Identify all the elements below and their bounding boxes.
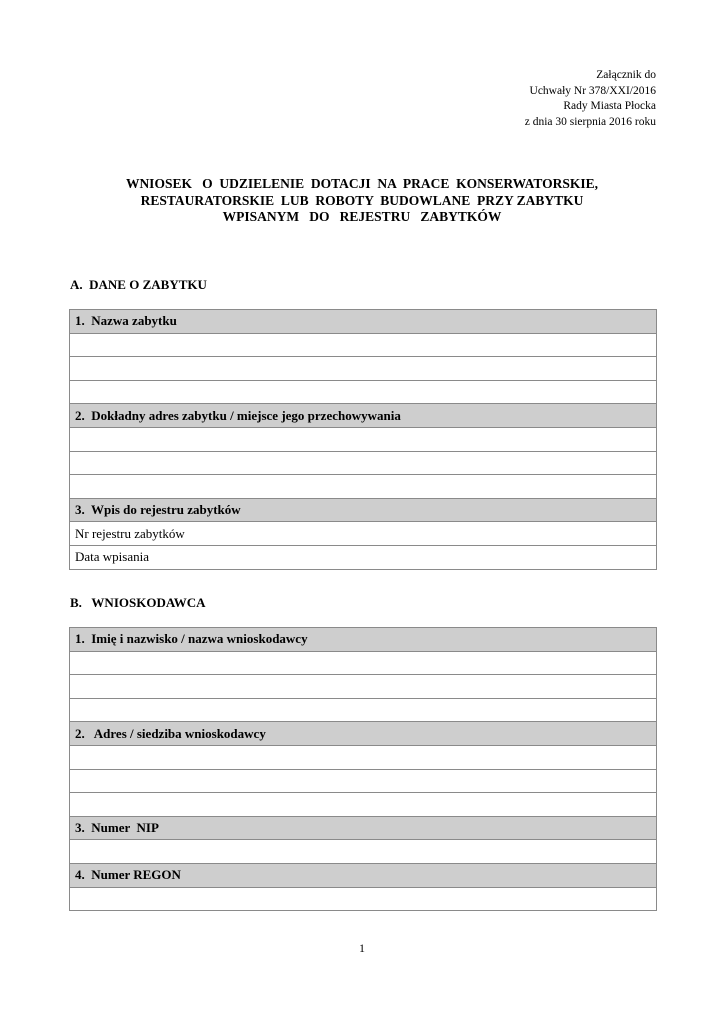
applicant-address-field[interactable]: [70, 793, 657, 817]
attachment-note: [525, 68, 656, 130]
attachment-line-3: Rady Miasta Płocka: [563, 100, 656, 112]
attachment-line-1: Załącznik do: [596, 69, 656, 81]
register-date-field[interactable]: Data wpisania: [70, 545, 657, 569]
regon-field[interactable]: [70, 887, 657, 911]
regon-header: 4. Numer REGON: [70, 863, 657, 887]
nip-header: 3. Numer NIP: [70, 816, 657, 840]
applicant-name-field[interactable]: [70, 675, 657, 699]
monument-data-table: [69, 309, 657, 570]
register-entry-header: 3. Wpis do rejestru zabytków: [70, 498, 657, 522]
page-number: 1: [359, 941, 365, 955]
section-b-heading: B. WNIOSKODAWCA: [70, 595, 206, 610]
applicant-name-field[interactable]: [70, 651, 657, 675]
register-number-field[interactable]: Nr rejestru zabytków: [70, 522, 657, 546]
applicant-name-header: 1. Imię i nazwisko / nazwa wnioskodawcy: [70, 628, 657, 652]
section-a-heading: A. DANE O ZABYTKU: [70, 277, 207, 292]
monument-address-field[interactable]: [70, 451, 657, 475]
applicant-table: [69, 627, 657, 911]
monument-name-field[interactable]: [70, 333, 657, 357]
monument-name-header: 1. Nazwa zabytku: [70, 310, 657, 334]
applicant-address-field[interactable]: [70, 745, 657, 769]
applicant-address-header: 2. Adres / siedziba wnioskodawcy: [70, 722, 657, 746]
applicant-name-field[interactable]: [70, 698, 657, 722]
monument-address-field[interactable]: [70, 475, 657, 499]
applicant-address-field[interactable]: [70, 769, 657, 793]
title-line-2: RESTAURATORSKIE LUB ROBOTY BUDOWLANE PRZY ZABYTKU: [140, 192, 584, 208]
monument-name-field[interactable]: [70, 357, 657, 381]
title-line-1: WNIOSEK O UDZIELENIE DOTACJI NA PRACE KONSERWATORSKIE,: [125, 176, 599, 191]
document-title: [60, 176, 664, 226]
attachment-line-4: z dnia 30 sierpnia 2016 roku: [524, 115, 656, 128]
attachment-line-2: Uchwały Nr 378/XXI/2016: [529, 84, 656, 97]
title-line-3: WPISANYM DO REJESTRU ZABYTKÓW: [222, 209, 502, 224]
monument-address-header: 2. Dokładny adres zabytku / miejsce jego przechowywania: [70, 404, 657, 428]
monument-name-field[interactable]: [70, 380, 657, 404]
monument-address-field[interactable]: [70, 427, 657, 451]
nip-field[interactable]: [70, 840, 657, 864]
